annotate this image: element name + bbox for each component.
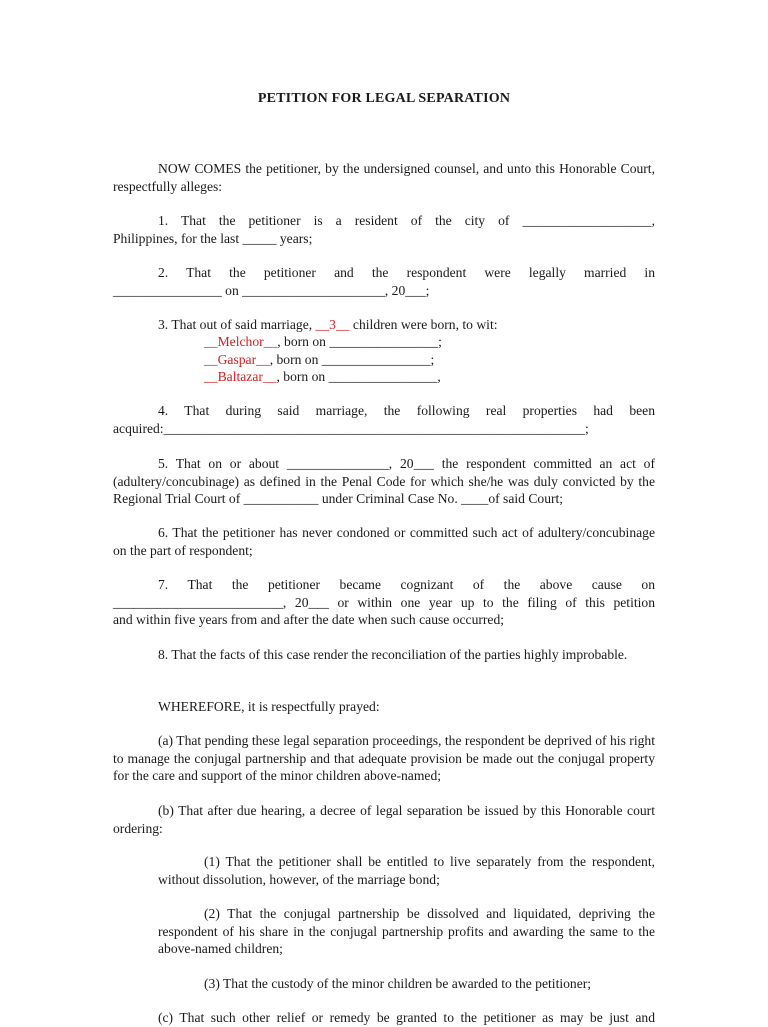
prayer-b-3: (3) That the custody of the minor children be awarded to the petitioner; (204, 976, 592, 991)
paragraph-1-line-2: Philippines, for the last _____ years; (113, 231, 313, 246)
prayer-a: (a) That pending these legal separation proceedings, the respondent be deprived of his right to manage the conjugal partnership and that adequate provision be made out the conjugal property for the care and support of the minor children above-named; (113, 733, 655, 784)
child-line (204, 351, 434, 369)
wherefore-line: WHEREFORE, it is respectfully prayed: (158, 699, 380, 714)
paragraph-3-lead-after: children were born, to wit: (349, 317, 498, 332)
child-born: , born on ________________; (269, 352, 435, 367)
children-count: __3__ (315, 317, 350, 332)
paragraph-6: 6. That the petitioner has never condoned or committed such act of adultery/concubinage on the part of respondent; (113, 525, 655, 558)
child-name: __Baltazar__ (204, 369, 277, 384)
prayer-b-1: (1) That the petitioner shall be entitled to live separately from the respondent, without dissolution, however, of the marriage bond; (158, 854, 655, 887)
paragraph-7-line-2: _________________________, 20___ or within one year up to the filing of this petition (113, 595, 655, 610)
paragraph-4-line-2: acquired:______________________________________________________________; (113, 421, 589, 436)
prayer-b: (b) That after due hearing, a decree of legal separation be issued by this Honorable court ordering: (113, 803, 655, 836)
prayer-c: (c) That such other relief or remedy be granted to the petitioner as may be just and (158, 1010, 655, 1025)
paragraph-5: 5. That on or about _______________, 20___ the respondent committed an act of (adultery/concubinage) as defined in the Penal Code for which she/he was duly convicted by the Regional Trial Court of ___________ under Criminal Case No. ____of said Court; (113, 456, 655, 507)
document-title: PETITION FOR LEGAL SEPARATION (257, 91, 511, 106)
paragraph-8: 8. That the facts of this case render the reconciliation of the parties highly improbable. (158, 647, 628, 662)
child-line (204, 368, 441, 386)
paragraph-1-line-1: 1. That the petitioner is a resident of the city of ___________________, (158, 213, 655, 228)
paragraph-3-lead (158, 316, 700, 334)
paragraph-7-line-3: and within five years from and after the date when such cause occurred; (113, 612, 505, 627)
paragraph-7-line-1: 7. That the petitioner became cognizant of the above cause on (158, 577, 655, 592)
prayer-b-2: (2) That the conjugal partnership be dissolved and liquidated, depriving the respondent of his share in the conjugal partnership profits and awarding the same to the above-named children; (158, 906, 655, 957)
paragraph-2-line-2: ________________ on _____________________, 20___; (113, 283, 430, 298)
child-born: , born on ________________; (277, 334, 442, 349)
child-name: __Melchor__ (204, 334, 278, 349)
intro-paragraph: NOW COMES the petitioner, by the undersigned counsel, and unto this Honorable Court, respectfully alleges: (113, 161, 655, 194)
paragraph-3-lead-before: 3. That out of said marriage, (158, 317, 316, 332)
paragraph-4-line-1: 4. That during said marriage, the following real properties had been (158, 403, 655, 418)
child-name: __Gaspar__ (204, 352, 270, 367)
paragraph-2-line-1: 2. That the petitioner and the respondent were legally married in (158, 265, 655, 280)
child-born: , born on ________________, (276, 369, 441, 384)
child-line (204, 333, 442, 351)
